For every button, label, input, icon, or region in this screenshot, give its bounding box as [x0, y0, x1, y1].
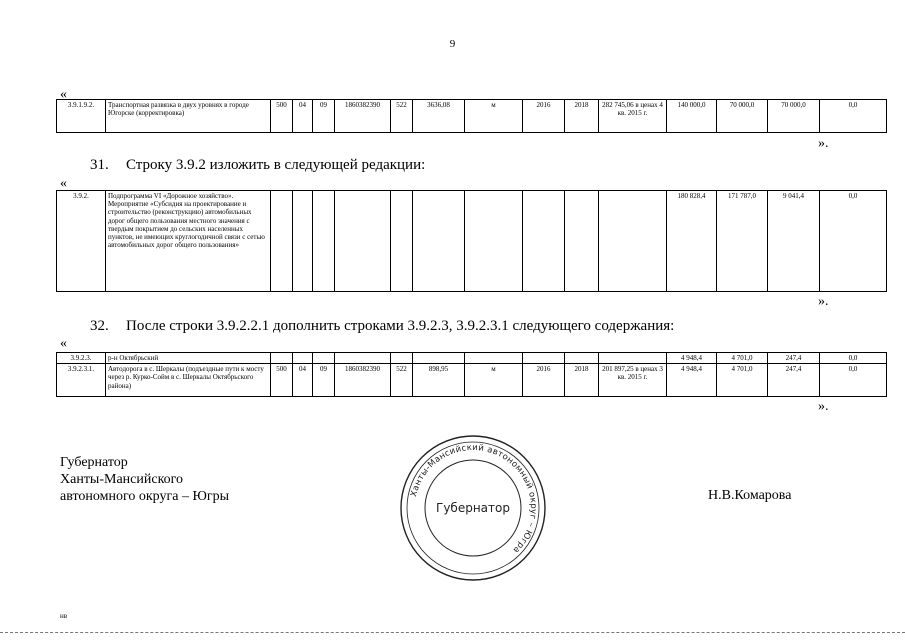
- cell-section: [293, 353, 313, 364]
- cell-code: 500: [271, 100, 293, 133]
- cell-name: Автодорога в с. Шеркалы (подъездные пути к мосту через р. Курко-Сойм в с. Шеркалы Октябрьского района): [106, 364, 271, 397]
- cell-unit: [465, 353, 523, 364]
- table-row-3-9-2: [56, 190, 887, 292]
- cell-other: 0,0: [820, 364, 887, 397]
- paragraph-number: 31.: [90, 157, 109, 173]
- cell-other: 0,0: [820, 353, 887, 364]
- position-line: автономного округа – Югры: [60, 489, 229, 504]
- cell-other: 0,0: [820, 100, 887, 133]
- cell-section: 04: [293, 364, 313, 397]
- paragraph-text: Строку 3.9.2 изложить в следующей редакции:: [126, 157, 426, 173]
- cell-budget-okrug: 171 787,0: [717, 191, 768, 292]
- paragraph-number: 32.: [90, 318, 109, 334]
- position-line: Ханты-Мансийского: [60, 472, 184, 487]
- cell-estimate: 282 745,06 в ценах 4 кв. 2015 г.: [599, 100, 667, 133]
- cell-total: 4 948,4: [667, 364, 717, 397]
- cell-name: Транспортная развязка в двух уровнях в городе Югорске (корректировка): [106, 100, 271, 133]
- cell-subsection: 09: [313, 100, 335, 133]
- cell-total: 140 000,0: [667, 100, 717, 133]
- cell-number: 3.9.2.3.: [57, 353, 106, 364]
- cell-end-year: [565, 191, 599, 292]
- cell-start-year: [523, 191, 565, 292]
- close-quote-1: ».: [818, 136, 829, 151]
- cell-number: 3.9.2.3.1.: [57, 364, 106, 397]
- cell-type: [391, 191, 413, 292]
- cell-subsection: [313, 353, 335, 364]
- open-quote-1: «: [60, 87, 67, 102]
- open-quote-3: «: [60, 336, 67, 351]
- cell-type: 522: [391, 100, 413, 133]
- cell-number: 3.9.1.9.2.: [57, 100, 106, 133]
- page-number: 9: [449, 38, 456, 50]
- cell-total: 4 948,4: [667, 353, 717, 364]
- cell-capacity: 3636,08: [413, 100, 465, 133]
- table-rows-3-9-2-3: [56, 352, 887, 397]
- close-quote-3: ».: [818, 399, 829, 414]
- cell-capacity: 898,95: [413, 364, 465, 397]
- cell-start-year: [523, 353, 565, 364]
- cell-other: 0,0: [820, 191, 887, 292]
- cell-name: Подпрограмма VI «Дорожное хозяйство». Мероприятие «Субсидия на проектирование и строительство (реконструкцию) автомобильных дорог общего пользования местного значения с твердым покрытием до сельских населенных пунктов, не имеющих круглогодичной связи с сетью автомобильных дорог общего пользования»: [106, 191, 271, 292]
- bottom-edge-line: [0, 632, 905, 633]
- cell-capacity: [413, 191, 465, 292]
- paragraph-31: [90, 157, 425, 174]
- cell-total: 180 828,4: [667, 191, 717, 292]
- paragraph-32: [90, 318, 674, 335]
- cell-name: р-н Октябрьский: [106, 353, 271, 364]
- cell-target: [335, 191, 391, 292]
- cell-capacity: [413, 353, 465, 364]
- table-row: [57, 100, 887, 133]
- cell-start-year: 2016: [523, 364, 565, 397]
- cell-budget-okrug: 4 701,0: [717, 353, 768, 364]
- cell-end-year: 2018: [565, 100, 599, 133]
- cell-start-year: 2016: [523, 100, 565, 133]
- position-line: Губернатор: [60, 455, 128, 470]
- seal-center-text: Губернатор: [436, 501, 510, 515]
- cell-number: 3.9.2.: [57, 191, 106, 292]
- table-row: [57, 191, 887, 292]
- cell-subsection: [313, 191, 335, 292]
- close-quote-2: ».: [818, 294, 829, 309]
- footer-mark: нв: [60, 612, 68, 620]
- cell-estimate: [599, 191, 667, 292]
- cell-budget-local: 9 041,4: [768, 191, 820, 292]
- cell-type: 522: [391, 364, 413, 397]
- cell-section: [293, 191, 313, 292]
- cell-subsection: 09: [313, 364, 335, 397]
- cell-end-year: [565, 353, 599, 364]
- cell-target: [335, 353, 391, 364]
- cell-budget-okrug: 4 701,0: [717, 364, 768, 397]
- signatory-name: Н.В.Комарова: [708, 488, 792, 503]
- cell-unit: [465, 191, 523, 292]
- cell-budget-local: 247,4: [768, 364, 820, 397]
- signatory-position: [60, 454, 229, 505]
- cell-estimate: [599, 353, 667, 364]
- cell-target: 1860382390: [335, 100, 391, 133]
- cell-code: 500: [271, 364, 293, 397]
- seal-ring-text: Ханты-Мансийский автономный округ – Югра: [409, 442, 539, 556]
- cell-target: 1860382390: [335, 364, 391, 397]
- paragraph-text: После строки 3.9.2.2.1 дополнить строками 3.9.2.3, 3.9.2.3.1 следующего содержания:: [126, 318, 675, 334]
- table-row: [57, 353, 887, 364]
- official-seal-icon: [398, 433, 548, 583]
- cell-unit: м: [465, 100, 523, 133]
- cell-unit: м: [465, 364, 523, 397]
- cell-code: [271, 353, 293, 364]
- table-row-3-9-1-9-2: [56, 99, 887, 133]
- cell-code: [271, 191, 293, 292]
- open-quote-2: «: [60, 176, 67, 191]
- cell-budget-okrug: 70 000,0: [717, 100, 768, 133]
- table-row: [57, 364, 887, 397]
- cell-budget-local: 247,4: [768, 353, 820, 364]
- cell-budget-local: 70 000,0: [768, 100, 820, 133]
- cell-estimate: 201 897,25 в ценах 3 кв. 2015 г.: [599, 364, 667, 397]
- cell-section: 04: [293, 100, 313, 133]
- cell-end-year: 2018: [565, 364, 599, 397]
- cell-type: [391, 353, 413, 364]
